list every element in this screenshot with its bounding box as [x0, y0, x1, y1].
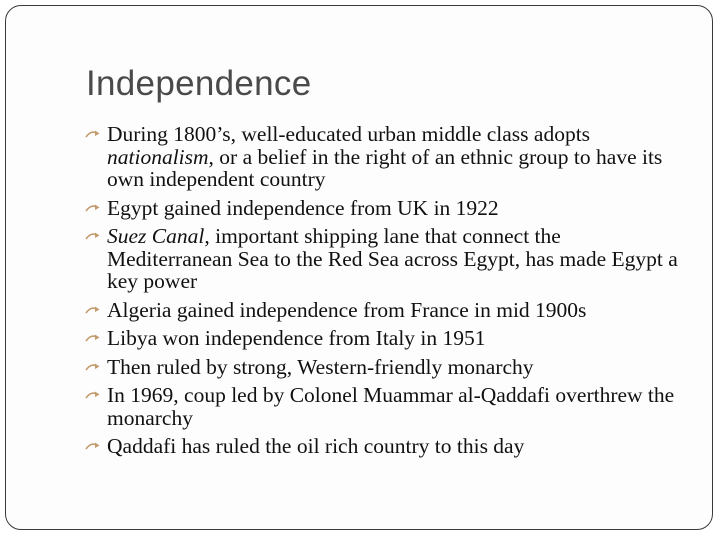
bullet-text: Algeria gained independence from France in mid 1900s	[107, 297, 587, 322]
bullet-text: Qaddafi has ruled the oil rich country to this day	[107, 434, 525, 458]
slide-frame	[5, 5, 713, 530]
bullet-text: During 1800’s, well-educated urban middle class adopts nationalism, or a belief in the right of an ethnic group to have its own independent country	[107, 122, 663, 191]
bullet-text: In 1969, coup led by Colonel Muammar al-Qaddafi overthrew the monarchy	[107, 383, 675, 430]
bullet-item	[85, 356, 685, 379]
arrow-curve-icon	[85, 203, 101, 214]
bullet-item	[85, 225, 685, 293]
bullet-list	[85, 123, 685, 464]
bullet-text: Libya won independence from Italy in 1951	[107, 326, 486, 350]
arrow-curve-icon	[85, 362, 101, 373]
arrow-curve-icon	[85, 390, 101, 401]
bullet-item	[85, 435, 685, 458]
bullet-text: Suez Canal, important shipping lane that connect the Mediterranean Sea to the Red Sea across Egypt, has made Egypt a key power	[107, 224, 678, 293]
bullet-item	[85, 384, 685, 429]
bullet-item	[85, 327, 685, 350]
bullet-text: Then ruled by strong, Western-friendly monarchy	[107, 354, 534, 379]
arrow-curve-icon	[85, 129, 101, 140]
slide-title: Independence	[86, 64, 312, 103]
bullet-item	[85, 197, 685, 220]
arrow-curve-icon	[85, 441, 101, 452]
bullet-text: Egypt gained independence from UK in 1922	[107, 195, 499, 220]
bullet-item	[85, 299, 685, 322]
arrow-curve-icon	[85, 305, 101, 316]
arrow-curve-icon	[85, 231, 101, 242]
bullet-item	[85, 123, 685, 191]
arrow-curve-icon	[85, 333, 101, 344]
